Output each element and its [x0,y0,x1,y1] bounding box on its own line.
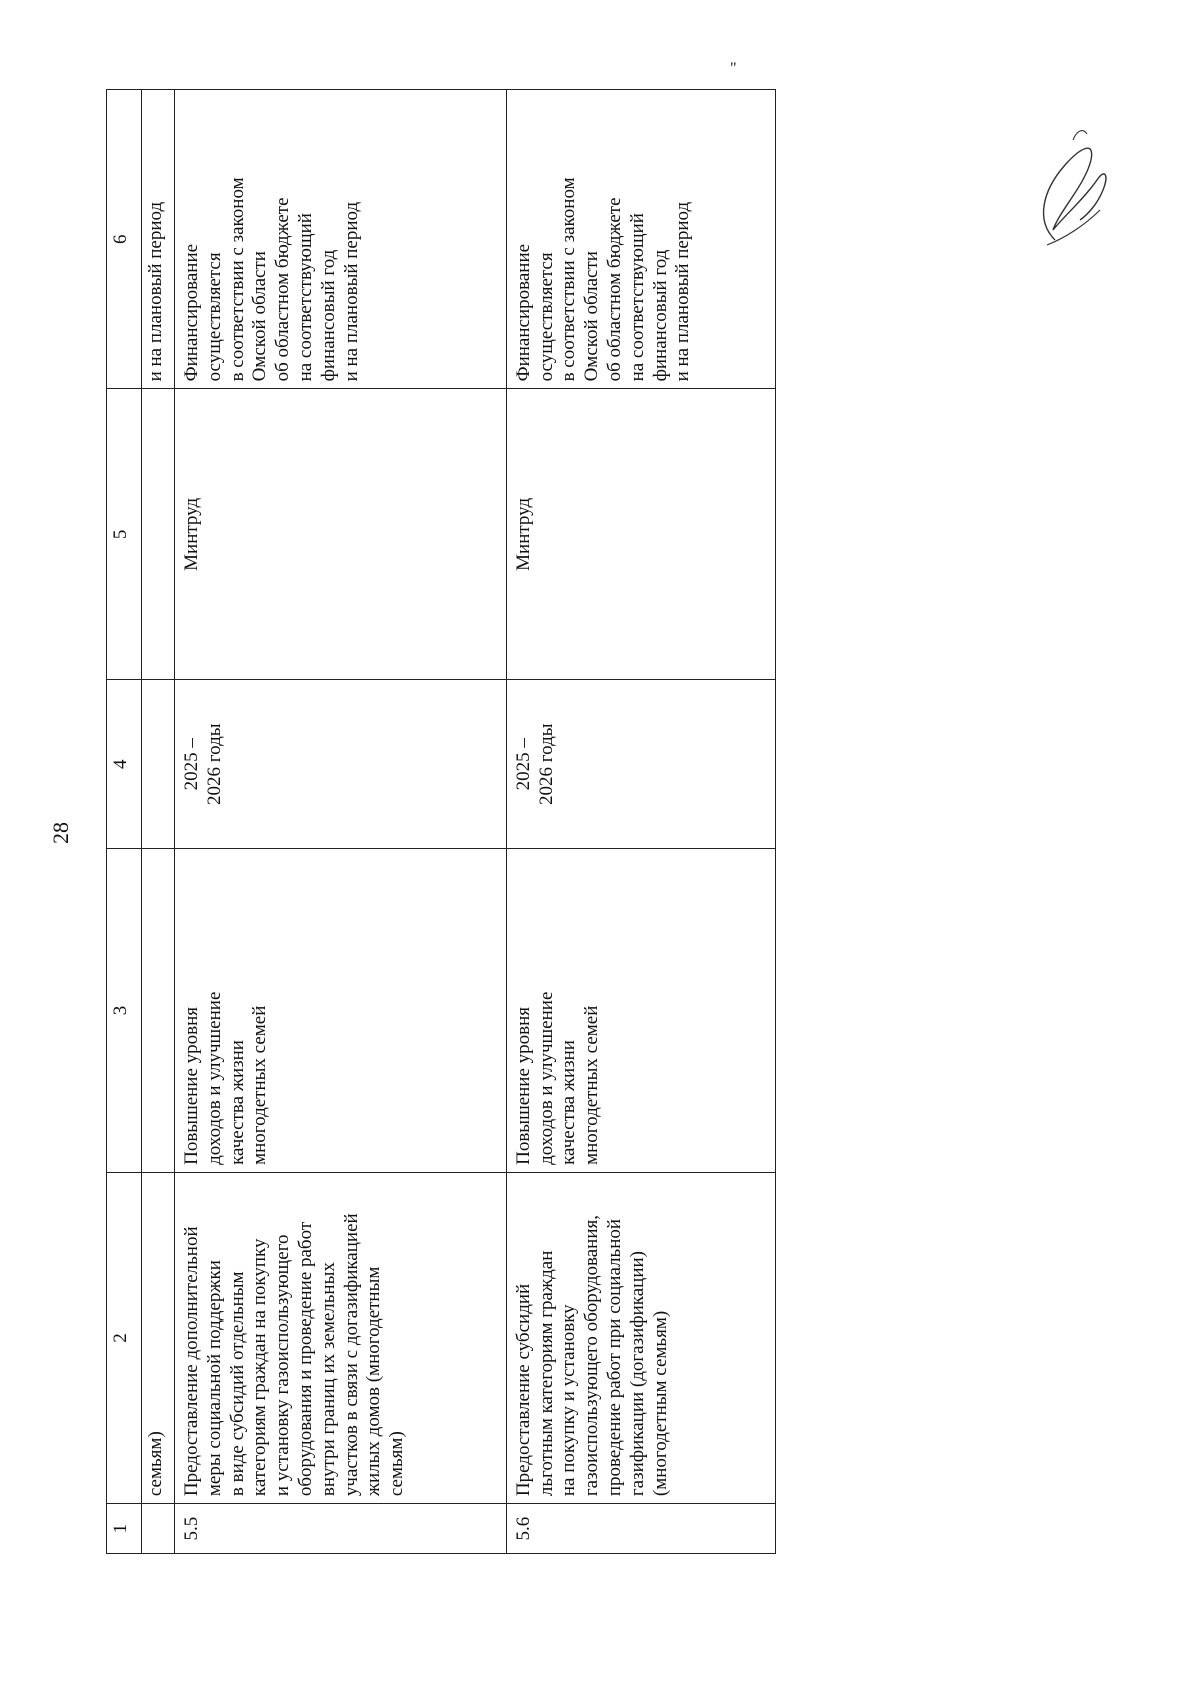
text-line: жилых домов (многодетным [363,1266,385,1497]
financing-source [506,90,775,389]
text-line: финансовый год [649,249,671,382]
row-number: 5.6 [506,1504,775,1554]
text-line: осуществляется [203,252,225,382]
table-row-5-5 [175,90,507,1554]
cell [142,849,175,1173]
text-line: осуществляется [535,252,557,382]
text-line: Омской области [249,251,271,382]
text-line: Финансирование [512,243,534,382]
text-line: участков в связи с догазификацией [340,1213,362,1497]
header-col-2: 2 [107,1172,142,1503]
continuation-row [142,90,175,1554]
text-line: (многодетным семьям) [649,1310,671,1497]
rotated-table-container [106,89,776,1554]
cell [142,1504,175,1554]
text-line: доходов и улучшение [535,991,557,1165]
text-line: многодетных семей [581,1005,603,1165]
text-line: Предоставление дополнительной [181,1226,202,1497]
text-line: Предоставление субсидий [512,1283,534,1497]
header-col-1: 1 [107,1504,142,1554]
text-line: в виде субсидий отдельным [226,1271,248,1497]
text-line: в соответствии с законом [558,177,580,382]
text-line: и на плановый период [672,201,694,382]
header-col-4: 4 [107,680,142,849]
text-line: и на плановый период [340,201,362,382]
text-line: в соответствии с законом [226,177,248,382]
implementation-period [506,680,775,849]
text-line: и установку газоиспользующего [272,1234,294,1497]
page-number: 28 [48,822,73,844]
financing-source [175,90,507,389]
text-line: Финансирование [181,243,202,382]
executor: Минтруд [175,389,507,680]
measure-name [175,1172,507,1503]
expected-result [175,849,507,1173]
text-line: 2026 годы [203,723,225,805]
text-line: меры социальной поддержки [203,1260,225,1497]
header-col-3: 3 [107,849,142,1173]
text-line: проведение работ при социальной [604,1218,626,1497]
text-line: на покупку и установку [558,1304,580,1497]
text-line: 2025 – [181,738,202,791]
text-line: газоиспользующего оборудования, [581,1215,603,1497]
text-line: внутри границ их земельных [317,1262,339,1497]
text-line: об областном бюджете [272,197,294,382]
measure-name [506,1172,775,1503]
cell [142,680,175,849]
row-number: 5.5 [175,1504,507,1554]
cell [142,389,175,680]
text-line: многодетных семей [249,1005,271,1165]
text-line: Повышение уровня [512,1006,534,1165]
text-line: доходов и улучшение [203,991,225,1165]
text-line: семьям) [386,1431,408,1497]
text-line: льготным категориям граждан [535,1250,557,1497]
closing-quote-mark: " [730,60,737,77]
text-line: 2026 годы [535,723,557,805]
header-row [107,90,142,1554]
rotated-table-region [106,89,776,1554]
text-line: 2025 – [512,738,534,791]
expected-result [506,849,775,1173]
table-row-5-6 [506,90,775,1554]
continued-name-text: семьям) [142,1172,175,1503]
text-line: Омской области [581,251,603,382]
text-line: качества жизни [558,1040,580,1165]
implementation-period [175,680,507,849]
text-line: на соответствующий [626,213,648,382]
text-line: категориям граждан на покупку [249,1238,271,1497]
program-measures-table [106,89,776,1554]
text-line: качества жизни [226,1040,248,1165]
text-line: об областном бюджете [604,197,626,382]
text-line: оборудования и проведение работ [294,1221,316,1497]
text-line: Повышение уровня [181,1006,202,1165]
handwritten-signature [1025,120,1115,250]
text-line: газификации (догазификации) [626,1251,648,1497]
text-line: финансовый год [317,249,339,382]
header-col-5: 5 [107,389,142,680]
header-col-6: 6 [107,90,142,389]
continued-financing-text: и на плановый период [142,90,175,389]
executor: Минтруд [506,389,775,680]
text-line: на соответствующий [294,213,316,382]
